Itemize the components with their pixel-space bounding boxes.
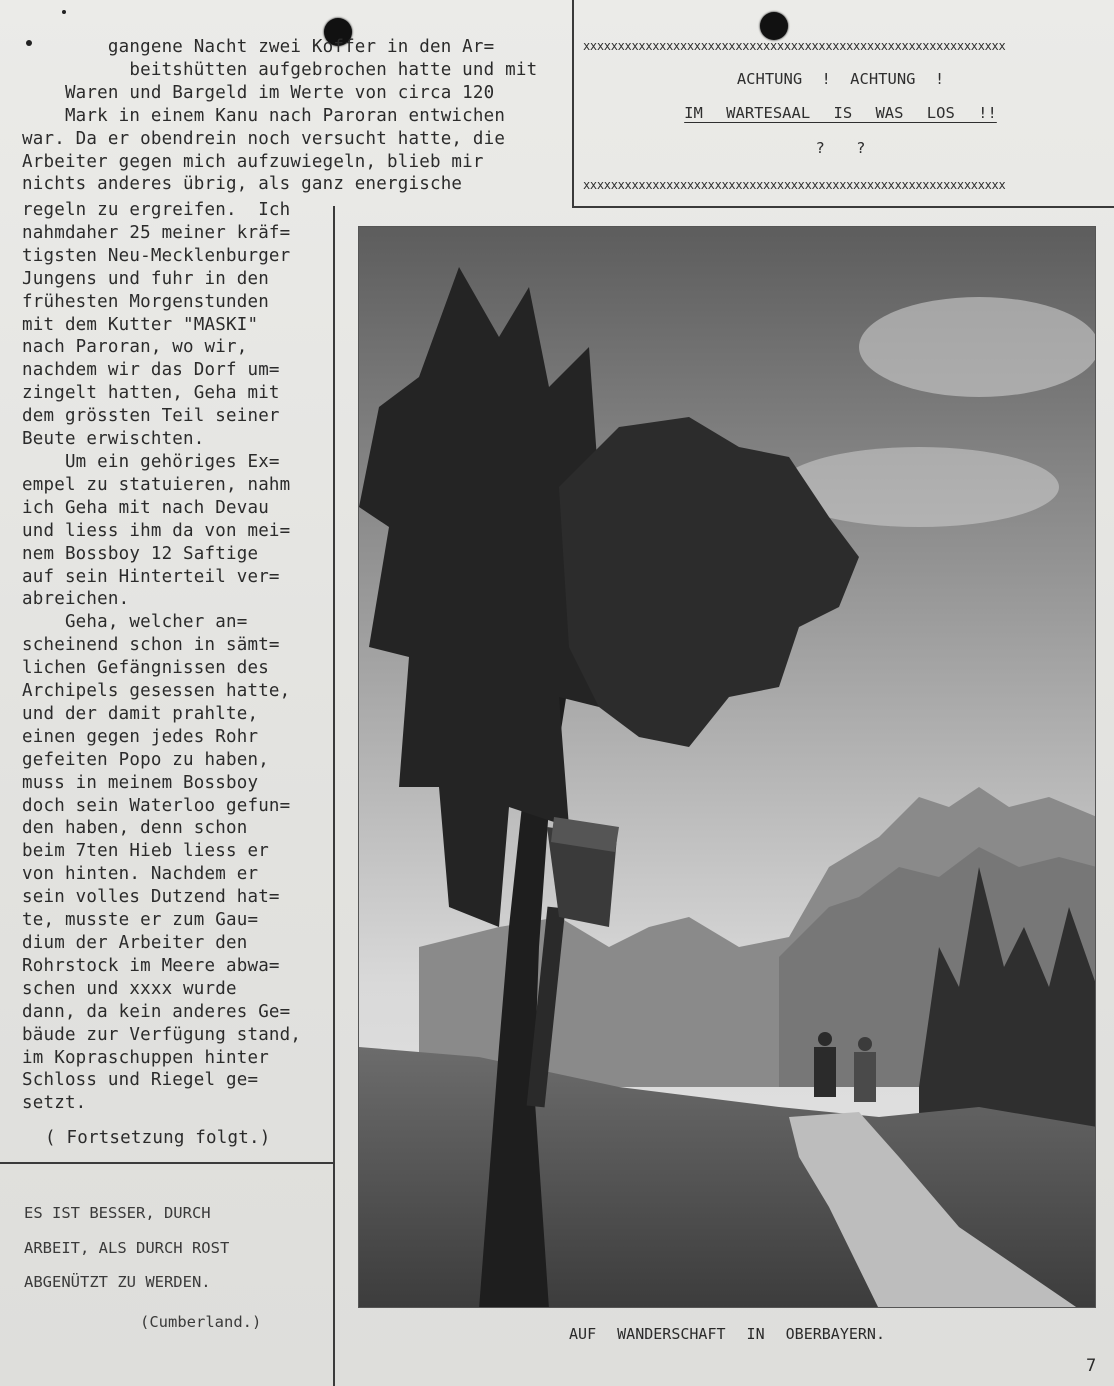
article-column-line: mit dem Kutter "MASKI" (22, 314, 259, 335)
article-top-line: gangene Nacht zwei Koffer in den Ar= (22, 37, 495, 57)
article-column-line: gefeiten Popo zu haben, (22, 749, 269, 770)
article-column-line: auf sein Hinterteil ver= (22, 566, 280, 587)
article-column-line: te, musste er zum Gau= (22, 910, 259, 931)
article-column-line: Jungens und fuhr in den (22, 268, 269, 289)
article-column-line: zingelt hatten, Geha mit (22, 383, 280, 404)
article-column-line: dann, da kein anderes Ge= (22, 1001, 291, 1022)
article-top-line: beitshütten aufgebrochen hatte und mit (22, 59, 538, 80)
article-column-line: den haben, denn schon (22, 818, 248, 839)
article-column-line: Beute erwischten. (22, 429, 205, 450)
article-column-line: nahmdaher 25 meiner kräf= (22, 222, 291, 243)
article-column-line: tigsten Neu-Mecklenburger (22, 245, 291, 266)
article-column-line: einen gegen jedes Rohr (22, 726, 259, 747)
photo-illustration (359, 227, 1096, 1308)
article-column-line: sein volles Dutzend hat= (22, 887, 280, 908)
article-column-line: abreichen. (22, 589, 130, 610)
article-column-line: setzt. (22, 1093, 87, 1114)
article-column-line: Geha, welcher an= (22, 612, 248, 633)
article-column-line: Schloss und Riegel ge= (22, 1070, 259, 1091)
notice-question-marks: ? ? (815, 139, 866, 157)
article-column-line: bäude zur Verfügung stand, (22, 1024, 302, 1045)
article-column-line: im Kopraschuppen hinter (22, 1047, 269, 1068)
article-column-line: Rohrstock im Meere abwa= (22, 955, 280, 976)
quote-text: ES IST BESSER, DURCH ARBEIT, ALS DURCH ROST ABGENÜTZT ZU WERDEN. (24, 1204, 230, 1291)
article-column-line: dem grössten Teil seiner (22, 406, 280, 427)
article-top-text (22, 36, 562, 196)
notice-message: IM WARTESAAL IS WAS LOS !! (684, 104, 997, 122)
article-column-line: schen und xxxx wurde (22, 978, 237, 999)
landscape-photo (358, 226, 1096, 1308)
quote-attribution: (Cumberland.) (140, 1313, 262, 1331)
divider-horizontal-quote (0, 1162, 334, 1164)
notice-heading: ACHTUNG ! ACHTUNG ! (736, 70, 945, 88)
article-column-line: dium der Arbeiter den (22, 933, 248, 953)
notice-x-border-bottom: xxxxxxxxxxxxxxxxxxxxxxxxxxxxxxxxxxxxxxxxxxxxxxxxxxxxxxxxxxxxx (583, 178, 1006, 192)
article-top-line: nichts anderes übrig, als ganz energische (22, 174, 463, 195)
divider-vertical-photo (333, 206, 335, 1386)
article-column-line: und liess ihm da von mei= (22, 520, 291, 541)
article-column-line: Um ein gehöriges Ex= (22, 451, 280, 472)
article-top-line: Mark in einem Kanu nach Paroran entwichen (22, 105, 506, 126)
article-top-line: war. Da er obendrein noch versucht hatte, die (22, 128, 506, 149)
article-column-line: ich Geha mit nach Devau (22, 497, 269, 518)
article-column-line: nem Bossboy 12 Saftige (22, 543, 259, 564)
article-top-line: Arbeiter gegen mich aufzuwiegeln, blieb mir (22, 151, 484, 172)
continuation-note: ( Fortsetzung folgt.) (45, 1128, 271, 1148)
article-column-line: von hinten. Nachdem er (22, 864, 259, 885)
article-column-line: lichen Gefängnissen des (22, 658, 269, 679)
divider-horizontal-notice (572, 206, 1114, 208)
article-column-line: nachdem wir das Dorf um= (22, 360, 280, 381)
notice-x-border-top: xxxxxxxxxxxxxxxxxxxxxxxxxxxxxxxxxxxxxxxxxxxxxxxxxxxxxxxxxxxxx (583, 39, 1006, 53)
article-column-line: muss in meinem Bossboy (22, 772, 259, 793)
article-column-line: nach Paroran, wo wir, (22, 337, 248, 358)
article-column-line: frühesten Morgenstunden (22, 291, 269, 312)
divider-vertical-top (572, 0, 574, 208)
article-column-line: und der damit prahlte, (22, 703, 259, 724)
ink-mark (62, 10, 66, 14)
article-top-line: Waren und Bargeld im Werte von circa 120 (22, 82, 495, 103)
article-column-line: scheinend schon in sämt= (22, 635, 280, 656)
article-column-line: empel zu statuieren, nahm (22, 474, 291, 495)
article-column-line: regeln zu ergreifen. Ich (22, 200, 291, 220)
page-number: 7 (1086, 1356, 1097, 1376)
photo-caption: AUF WANDERSCHAFT IN OBERBAYERN. (569, 1325, 885, 1343)
article-column-line: Archipels gesessen hatte, (22, 681, 291, 702)
article-column-line: doch sein Waterloo gefun= (22, 795, 291, 816)
article-column-text (22, 199, 327, 1115)
article-column-line: beim 7ten Hieb liess er (22, 841, 269, 862)
notice-box (583, 36, 1098, 196)
